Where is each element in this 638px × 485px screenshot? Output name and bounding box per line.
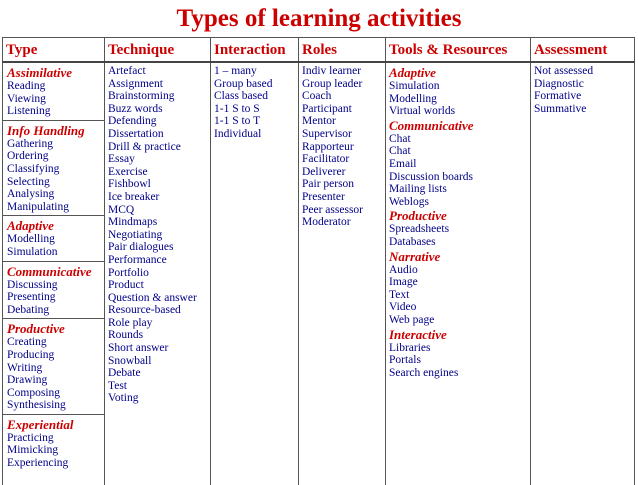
type-heading: Experiential [7, 416, 74, 432]
tools-heading: Adaptive [389, 65, 436, 80]
type-item: Creating [7, 336, 47, 349]
technique-item: Debate [108, 367, 141, 380]
technique-item: Brainstorming [108, 90, 175, 103]
type-group-experiential [3, 414, 104, 472]
tool-item: Weblogs [389, 195, 429, 208]
tool-item: Search engines [389, 366, 459, 379]
role-item: Rapporteur [302, 140, 354, 153]
tool-item: Libraries [389, 341, 431, 354]
type-item: Presenting [7, 291, 56, 304]
technique-column [105, 62, 211, 485]
type-item: Simulation [7, 245, 58, 258]
technique-item: Mindmaps [108, 216, 158, 229]
type-heading: Communicative [7, 263, 92, 279]
interaction-column [211, 62, 299, 485]
technique-item: Test [108, 379, 127, 392]
technique-item: Short answer [108, 342, 169, 355]
type-group-communicative [3, 261, 104, 319]
role-item: Supervisor [302, 127, 352, 140]
role-item: Facilitator [302, 153, 350, 166]
type-heading: Info Handling [7, 122, 85, 138]
type-group-assimilative [3, 63, 104, 120]
tool-item: Modelling [389, 92, 437, 105]
technique-item: Ice breaker [108, 190, 160, 203]
type-item: Manipulating [7, 200, 69, 213]
interaction-item: 1-1 S to T [214, 115, 261, 128]
header-interaction: Interaction [211, 38, 299, 63]
type-item: Listening [7, 105, 51, 118]
tool-item: Audio [389, 263, 418, 276]
assessment-item: Summative [534, 102, 587, 115]
tool-item: Virtual worlds [389, 105, 456, 118]
role-item: Coach [302, 90, 332, 103]
type-item: Analysing [7, 188, 55, 201]
tools-heading: Interactive [389, 326, 447, 342]
technique-item: Resource-based [108, 304, 181, 317]
type-item: Debating [7, 303, 50, 316]
tool-item: Discussion boards [389, 170, 474, 183]
tool-item: Image [389, 276, 418, 289]
technique-item: Voting [108, 392, 139, 405]
type-group-productive [3, 318, 104, 414]
type-item: Synthesising [7, 399, 66, 412]
technique-item: Pair dialogues [108, 241, 174, 254]
assessment-item: Not assessed [534, 65, 594, 77]
technique-item: Performance [108, 253, 167, 266]
page-title: Types of learning activities [176, 5, 462, 32]
tools-heading: Productive [389, 208, 447, 224]
role-item: Deliverer [302, 165, 346, 178]
header-row [3, 38, 635, 63]
header-type: Type [3, 38, 105, 63]
interaction-item: 1 – many [214, 65, 257, 77]
header-assessment: Assessment [531, 38, 635, 63]
technique-item: Drill & practice [108, 140, 181, 153]
tools-heading: Communicative [389, 117, 474, 133]
role-item: Peer assessor [302, 203, 363, 216]
type-column [3, 62, 105, 485]
type-item: Discussing [7, 278, 58, 291]
technique-item: MCQ [108, 203, 135, 216]
header-technique: Technique [105, 38, 211, 63]
type-item: Practicing [7, 431, 54, 444]
type-item: Composing [7, 386, 61, 399]
tool-item: Databases [389, 235, 436, 248]
technique-item: Negotiating [108, 228, 163, 241]
interaction-item: Individual [214, 127, 262, 140]
type-item: Viewing [7, 92, 46, 105]
type-item: Experiencing [7, 457, 69, 470]
role-item: Group leader [302, 77, 363, 90]
technique-item: Buzz words [108, 102, 163, 115]
type-item: Ordering [7, 150, 49, 163]
activities-table [2, 37, 635, 485]
technique-item: Essay [108, 153, 135, 166]
role-item: Pair person [302, 178, 355, 191]
technique-item: Rounds [108, 329, 144, 342]
technique-item: Snowball [108, 354, 152, 367]
role-item: Indiv learner [302, 65, 362, 77]
type-heading: Productive [7, 321, 65, 337]
tool-item: Simulation [389, 80, 440, 92]
tool-item: Spreadsheets [389, 223, 450, 236]
type-item: Writing [7, 361, 43, 374]
technique-item: Role play [108, 316, 153, 329]
tools-heading: Narrative [389, 248, 441, 264]
technique-item: Defending [108, 115, 157, 128]
technique-item: Exercise [108, 165, 148, 178]
role-item: Presenter [302, 190, 345, 203]
tool-item: Video [389, 301, 417, 314]
type-item: Gathering [7, 137, 53, 150]
header-tools-resources: Tools & Resources [386, 38, 531, 63]
type-item: Selecting [7, 175, 50, 188]
tool-item: Web page [389, 313, 435, 326]
role-item: Moderator [302, 216, 351, 229]
technique-item: Artefact [108, 65, 146, 77]
assessment-item: Formative [534, 90, 582, 103]
tool-item: Mailing lists [389, 183, 447, 196]
technique-item: Assignment [108, 77, 163, 90]
technique-item: Question & answer [108, 291, 197, 304]
assessment-column [531, 62, 635, 485]
interaction-item: Class based [214, 90, 268, 103]
tool-item: Portals [389, 354, 421, 367]
tool-item: Chat [389, 145, 411, 158]
type-item: Reading [7, 80, 46, 92]
type-item: Mimicking [7, 444, 59, 457]
tools-column [386, 62, 531, 485]
type-heading: Assimilative [7, 65, 72, 80]
roles-column [299, 62, 386, 485]
role-item: Mentor [302, 115, 336, 128]
technique-item: Fishbowl [108, 178, 151, 191]
header-roles: Roles [299, 38, 386, 63]
type-item: Drawing [7, 374, 48, 387]
type-item: Classifying [7, 162, 60, 175]
interaction-item: 1-1 S to S [214, 102, 260, 115]
technique-item: Dissertation [108, 127, 164, 140]
tool-item: Email [389, 157, 417, 170]
type-heading: Adaptive [7, 218, 54, 234]
type-item: Modelling [7, 233, 55, 246]
tool-item: Chat [389, 132, 411, 145]
interaction-item: Group based [214, 77, 273, 90]
type-group-adaptive [3, 215, 104, 260]
assessment-item: Diagnostic [534, 77, 584, 90]
technique-item: Portfolio [108, 266, 149, 279]
tool-item: Text [389, 288, 410, 301]
type-item: Producing [7, 348, 55, 361]
type-group-info-handling [3, 120, 104, 216]
body-row [3, 62, 635, 485]
technique-item: Product [108, 279, 144, 292]
role-item: Participant [302, 102, 352, 115]
